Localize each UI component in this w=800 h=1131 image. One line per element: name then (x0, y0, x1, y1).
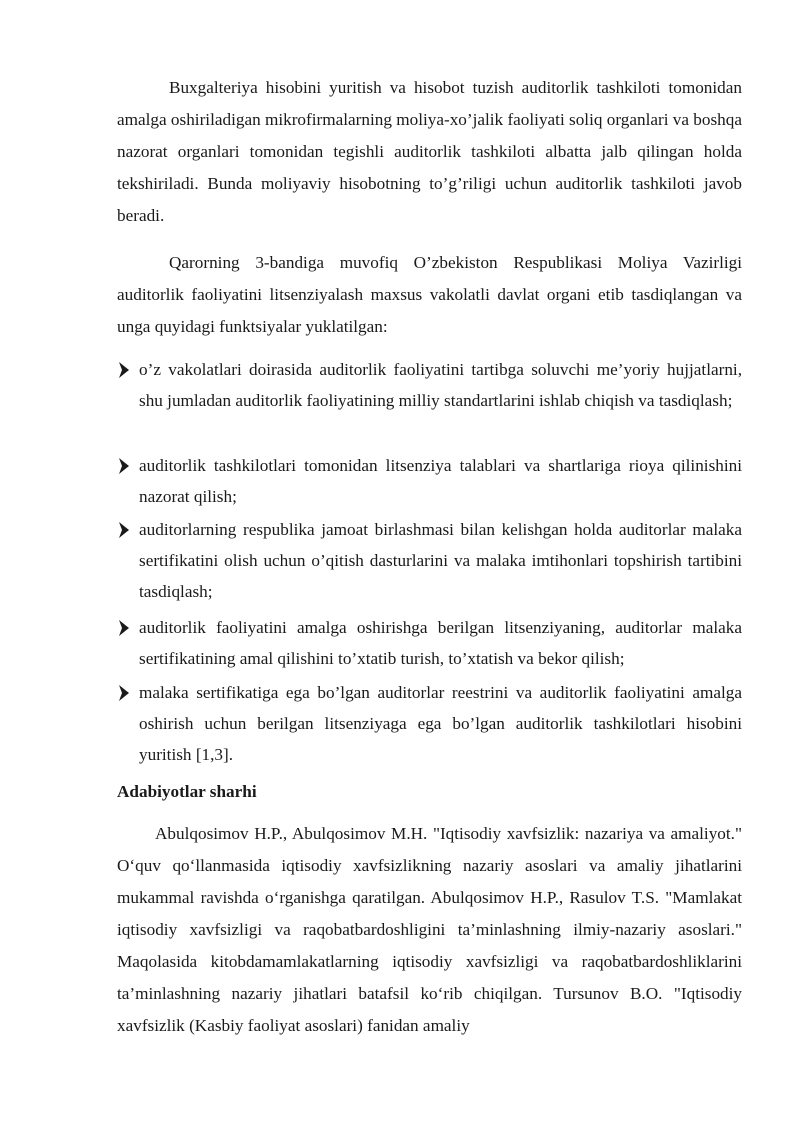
arrowhead-bullet-icon (117, 618, 131, 638)
list-item (117, 354, 742, 416)
arrowhead-bullet-icon (117, 683, 131, 703)
arrowhead-bullet-icon (117, 456, 131, 476)
paragraph-text: Abulqosimov H.P., Abulqosimov M.H. "Iqtisodiy xavfsizlik: nazariya va amaliyot." O‘quv qo‘llanmasida iqtisodiy xavfsizlikning nazariy asoslari va amaliy jihatlarini mukammal ravishda o‘rganishga qaratilgan. Abulqosimov H.P., Rasulov T.S. "Mamlakat iqtisodiy xavfsizligi va raqobatbardoshligini ta’minlashning ilmiy-nazariy asoslari." Maqolasida kitobdamamlakatlarning iqtisodiy xavfsizligi va raqobatbardoshliklarini ta’minlashning nazariy jihatlari batafsil ko‘rib chiqilgan. Tursunov B.O. "Iqtisodiy xavfsizlik (Kasbiy faoliyat asoslari) fanidan amaliy (117, 824, 742, 1035)
list-item (117, 514, 742, 607)
list-item-text: o’z vakolatlari doirasida auditorlik faoliyatini tartibga soluvchi me’yoriy hujjatlarni, shu jumladan auditorlik faoliyatining milliy standartlarini ishlab chiqish va tasdiqlash; (139, 360, 742, 410)
arrowhead-bullet-icon (117, 360, 131, 380)
list-item (117, 450, 742, 512)
section-heading: Adabiyotlar sharhi (117, 782, 257, 801)
list-item-text: auditorlik faoliyatini amalga oshirishga berilgan litsenziyaning, auditorlar malaka sertifikatining amal qilishini to’xtatib turish, to’xtatish va bekor qilish; (139, 618, 742, 668)
list-item (117, 612, 742, 674)
list-item-text: auditorlik tashkilotlari tomonidan litsenziya talablari va shartlariga rioya qilinishini nazorat qilish; (139, 456, 742, 506)
list-item-text: auditorlarning respublika jamoat birlashmasi bilan kelishgan holda auditorlar malaka sertifikatini olish uchun o’qitish dasturlarini va malaka imtihonlari topshirish tartibini tasdiqlash; (139, 520, 742, 601)
paragraph-text: Qarorning 3-bandiga muvofiq O’zbekiston Respublikasi Moliya Vazirligi auditorlik faoliyatini litsenziyalash maxsus vakolatli davlat organi etib tasdiqlangan va unga quyidagi funktsiyalar yuklatilgan: (117, 253, 742, 336)
paragraph-audit-intro (117, 72, 742, 232)
arrowhead-bullet-icon (117, 520, 131, 540)
paragraph-ministry-functions (117, 247, 742, 343)
list-item (117, 677, 742, 770)
paragraph-literature-review (117, 818, 742, 1042)
list-item-text: malaka sertifikatiga ega bo’lgan auditorlar reestrini va auditorlik faoliyatini amalga oshirish uchun berilgan litsenziyaga ega bo’lgan auditorlik tashkilotlari hisobini yuritish [1,3]. (139, 683, 742, 764)
paragraph-text: Buxgalteriya hisobini yuritish va hisobot tuzish auditorlik tashkiloti tomonidan amalga oshiriladigan mikrofirmalarning moliya-xo’jalik faoliyati soliq organlari va boshqa nazorat organlari tomonidan tegishli auditorlik tashkiloti albatta jalb qilingan holda tekshiriladi. Bunda moliyaviy hisobotning to’g’riligi uchun auditorlik tashkiloti javob beradi. (117, 78, 742, 225)
